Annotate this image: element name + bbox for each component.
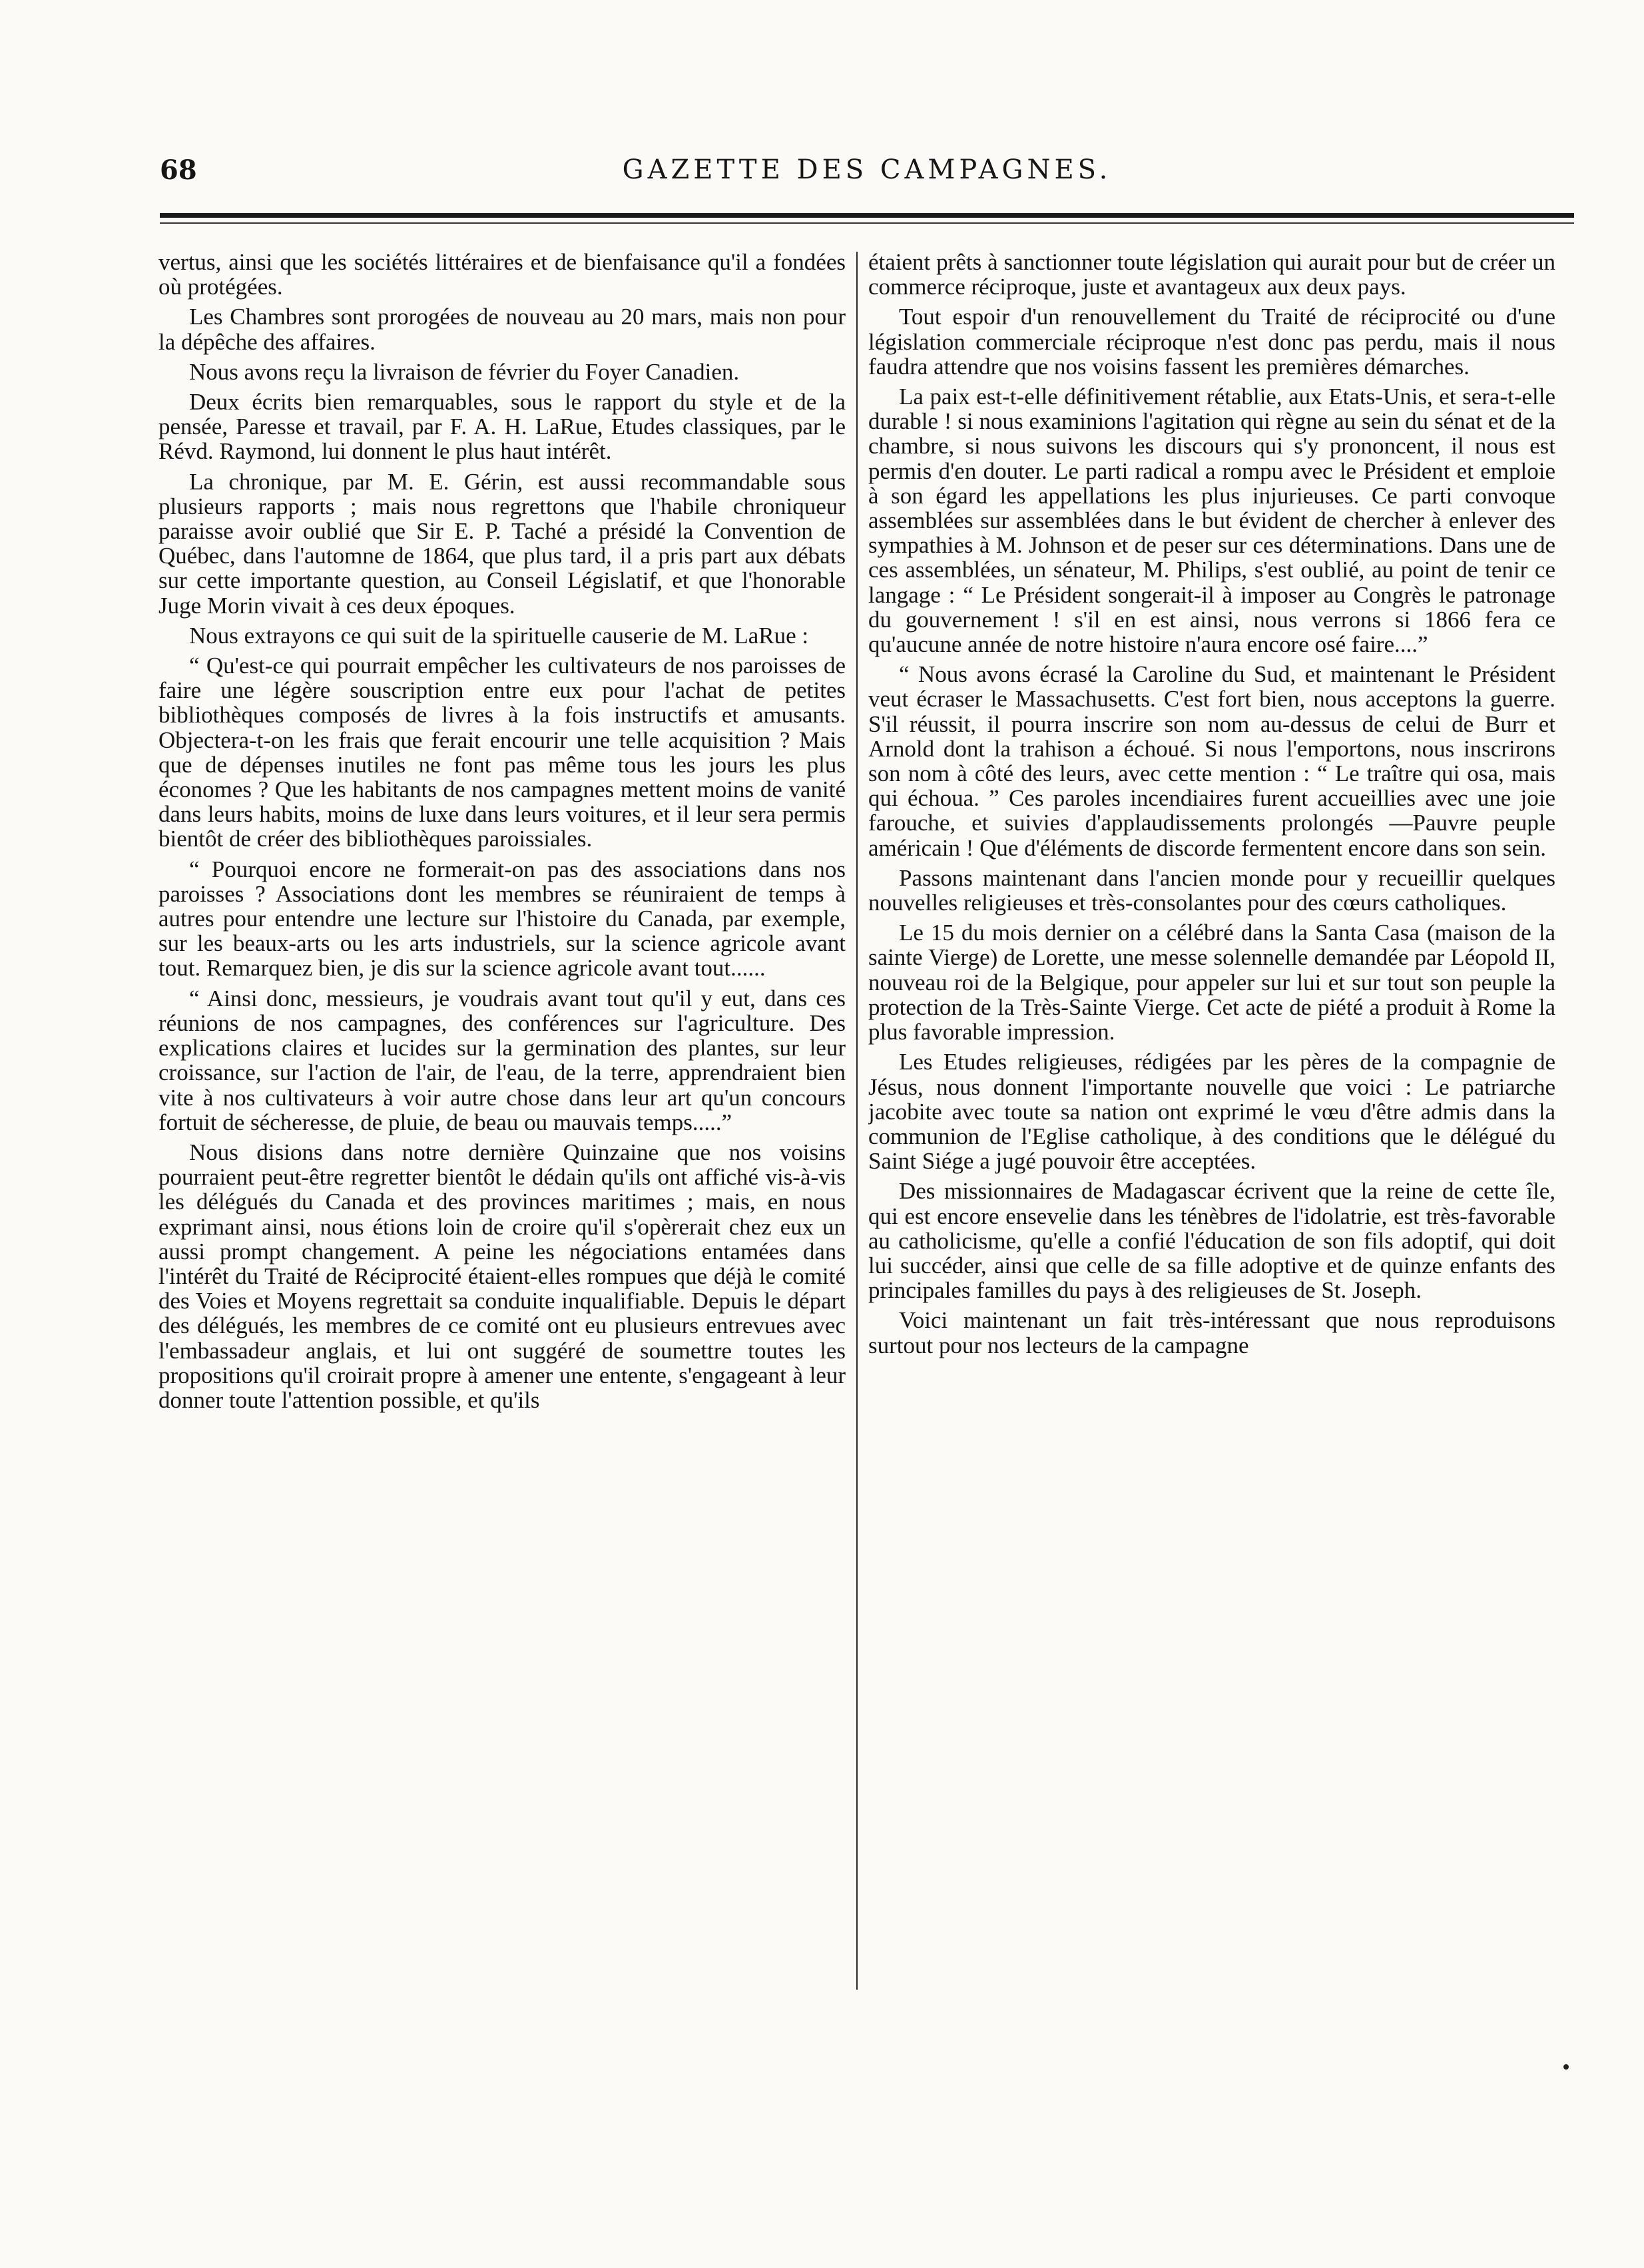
paragraph: Nous avons reçu la livraison de février du Foyer Canadien. — [189, 358, 740, 385]
paragraph: “ Ainsi donc, messieurs, je voudrais avant tout qu'il y eut, dans ces réunions de nos campagnes, des conférences sur l'agriculture. Des explications claires et lucides sur la germination des plantes, sur leur croissance, sur l'action de l'air, de l'eau, de la terre, apprendraient bien vite à nos cultivateurs à voir autre chose dans leur art qu'un concours fortuit de sécheresse, de pluie, de beau ou mauvais temps.....” — [158, 985, 846, 1135]
paragraph: Nous extrayons ce qui suit de la spirituelle causerie de M. LaRue : — [189, 622, 809, 649]
right-column — [868, 250, 1555, 1994]
running-title: GAZETTE DES CAMPAGNES. — [622, 154, 1112, 185]
paragraph: “ Pourquoi encore ne formerait-on pas des associations dans nos paroisses ? Associations dont les membres se réuniraient de temps à autres pour entendre une lecture sur l'histoire du Canada, par exemple, sur les beaux-arts ou les arts industriels, sur la science agricole avant tout. Remarquez bien, je dis sur la science agricole avant tout...... — [158, 856, 846, 982]
paragraph: Le 15 du mois dernier on a célébré dans la Santa Casa (maison de la sainte Vierge) de Lorette, une messe solennelle demandée par Léopold II, nouveau roi de la Belgique, pour appeler sur lui et sur tout son peuple la protection de la Très-Sainte Vierge. Cet acte de piété a produit à Rome la plus favorable impression. — [868, 920, 1555, 1045]
page-header — [160, 154, 1574, 194]
header-rule-thin — [160, 222, 1574, 224]
paragraph: Nous disions dans notre dernière Quinzaine que nos voisins pourraient peut-être regretter bientôt le dédain qu'ils ont affiché vis-à-vis les délégués du Canada et des provinces maritimes ; mais, en nous exprimant ainsi, nous étions loin de croire qu'il s'opèrerait chez eux un aussi prompt changement. A peine les négociations entamées dans l'intérêt du Traité de Réciprocité étaient-elles rompues que déjà le comité des Voies et Moyens regrettait sa conduite inqualifiable. Depuis le départ des délégués, les membres de ce comité ont eu plusieurs entrevues avec l'embassadeur anglais, et lui ont suggéré de soumettre toutes les propositions qu'il croirait propre à amener une entente, s'engageant à leur donner toute l'attention possible, et qu'ils — [158, 1139, 846, 1413]
paragraph: “ Nous avons écrasé la Caroline du Sud, et maintenant le Président veut écraser le Massachusetts. C'est fort bien, nous acceptons la guerre. S'il réussit, il pourra inscrire son nom au-dessus de celui de Burr et Arnold dont la trahison a échoué. Si nous l'emportons, nous inscrirons son nom à côté des leurs, avec cette mention : “ Le traître qui osa, mais qui échoua. ” Ces paroles incendiaires furent accueillies avec une joie farouche, et suivies d'applaudissements prolongés —Pauvre peuple américain ! Que d'éléments de discorde fermentent encore dans son sein. — [868, 661, 1555, 861]
left-column — [158, 250, 846, 1994]
paragraph: Passons maintenant dans l'ancien monde pour y recueillir quelques nouvelles religieuses et très-consolantes pour des cœurs catholiques. — [868, 864, 1555, 916]
paragraph: Voici maintenant un fait très-intéressant que nous reproduisons surtout pour nos lecteurs de la campagne — [868, 1307, 1555, 1358]
ink-speck — [1563, 2064, 1569, 2070]
paragraph: Deux écrits bien remarquables, sous le rapport du style et de la pensée, Paresse et travail, par F. A. H. LaRue, Etudes classiques, par le Révd. Raymond, lui donnent le plus haut intérêt. — [158, 389, 846, 465]
column-divider — [856, 252, 858, 1990]
paragraph: Les Etudes religieuses, rédigées par les pères de la compagnie de Jésus, nous donnent l'importante nouvelle que voici : Le patriarche jacobite avec toute sa nation ont exprimé le vœu d'être admis dans la communion de l'Eglise catholique, à des conditions que le délégué du Saint Siége a jugé pouvoir être acceptées. — [868, 1049, 1555, 1175]
header-rule-thick — [160, 213, 1574, 218]
paragraph: vertus, ainsi que les sociétés littéraires et de bienfaisance qu'il a fondées où protégées. — [158, 250, 846, 300]
paragraph: La paix est-t-elle définitivement rétablie, aux Etats-Unis, et sera-t-elle durable ! si nous examinions l'agitation qui règne au sein du sénat et de la chambre, si nous suivons les discours qui s'y prononcent, il nous est permis d'en douter. Le parti radical a rompu avec le Président et emploie à son égard les appellations les plus injurieuses. Ce parti convoque assemblées sur assemblées dans le but évident de chercher à enlever des sympathies à M. Johnson et de peser sur ces déterminations. Dans une de ces assemblées, un sénateur, M. Philips, s'est oublié, au point de tenir ce langage : “ Le Président songerait-il à imposer au Congrès le patronage du gouvernement ! s'il en est ainsi, nous verrons si 1866 fera ce qu'aucune année de notre histoire n'aura encore osé faire....” — [868, 384, 1555, 658]
paragraph: Les Chambres sont prorogées de nouveau au 20 mars, mais non pour la dépêche des affaires. — [158, 304, 846, 355]
paragraph: Des missionnaires de Madagascar écrivent que la reine de cette île, qui est encore ensevelie dans les ténèbres de l'idolatrie, est très-favorable au catholicisme, qu'elle a confié l'éducation de son fils adoptif, qui doit lui succéder, ainsi que celle de sa fille adoptive et de quinze enfants des principales familles du pays à des religieuses de St. Joseph. — [868, 1178, 1555, 1304]
paragraph: “ Qu'est-ce qui pourrait empêcher les cultivateurs de nos paroisses de faire une légère souscription entre eux pour l'achat de petites bibliothèques composés de livres à la fois instructifs et amusants. Objectera-t-on les frais que ferait encourir une telle acquisition ? Mais que de dépenses inutiles ne font pas même tous les jours les plus économes ? Que les habitants de nos campagnes mettent moins de vanité dans leurs habits, moins de luxe dans leurs voitures, et il leur sera permis bientôt de créer des bibliothèques paroissiales. — [158, 653, 846, 852]
paragraph: La chronique, par M. E. Gérin, est aussi recommandable sous plusieurs rapports ; mais nous regrettons que l'habile chroniqueur paraisse avoir oublié que Sir E. P. Taché a présidé la Convention de Québec, dans l'automne de 1864, que plus tard, il a pris part aux débats sur cette importante question, au Conseil Législatif, et que l'honorable Juge Morin vivait à ces deux époques. — [158, 468, 846, 619]
paragraph: Tout espoir d'un renouvellement du Traité de réciprocité ou d'une législation commerciale réciproque n'est donc pas perdu, mais il nous faudra attendre que nos voisins fassent les premières démarches. — [868, 304, 1555, 380]
page-number: 68 — [160, 154, 197, 186]
paragraph: étaient prêts à sanctionner toute législation qui aurait pour but de créer un commerce réciproque, juste et avantageux aux deux pays. — [868, 250, 1555, 300]
